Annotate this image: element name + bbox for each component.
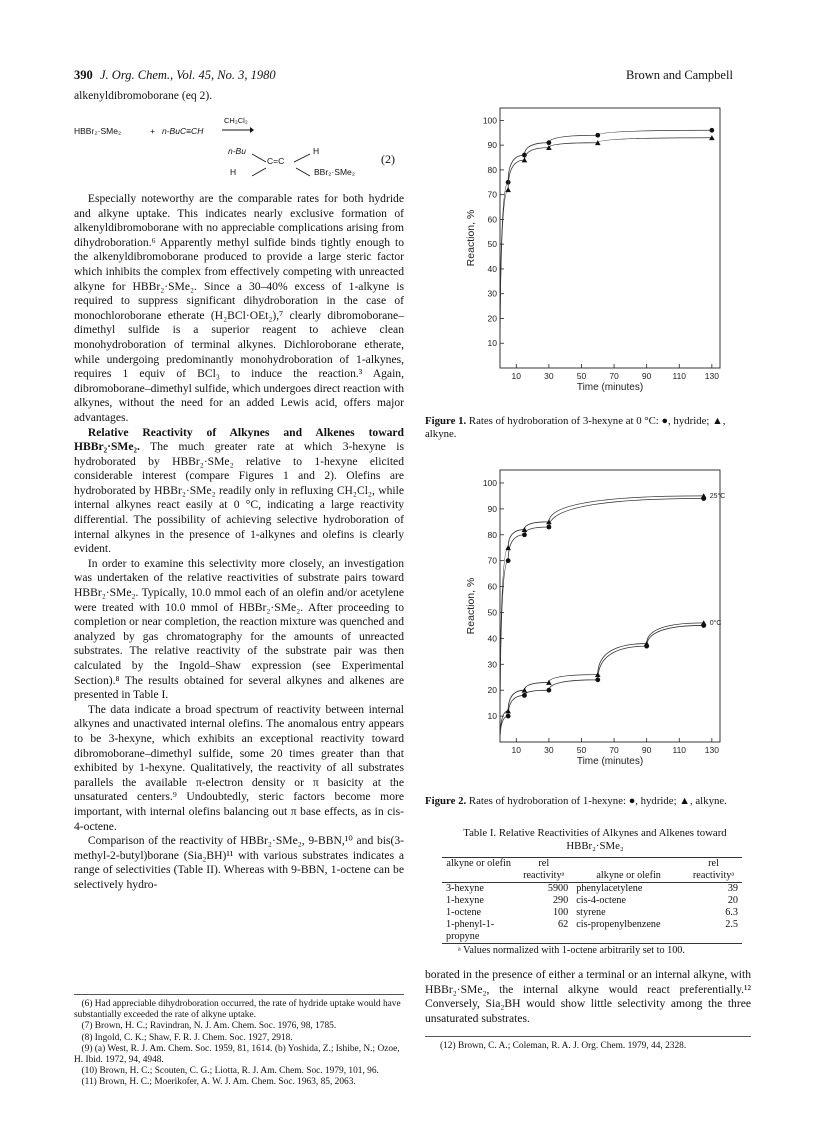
data-point-hydride xyxy=(506,714,511,719)
journal-citation: J. Org. Chem., Vol. 45, No. 3, 1980 xyxy=(100,68,276,82)
paragraph: Especially noteworthy are the comparable rates for both hydride and alkyne uptake. This indicates nearly exclusive formation of alkenyldibromoborane with no appreciable complications arising from dihydroboration.⁶ Apparently methyl sulfide binds tightly enough to the alkenyldibromoborane produced to provide a large steric factor which inhibits the complex from effectively competing with unreacted alkyne for HBBr₂·SMe₂. Since a 30–40% excess of 1-alkyne is required to suppress significant dihydroboration in the case of monochloroborane etherate (H₂BCl·OEt₂),⁷ clearly dibromoborane–dimethyl sulfide is a superior reagent to achieve clean monohydroboration of terminal alkynes. Dichloroborane etherate, while undergoing predominantly monohydroboration of 1-alkynes, requires 1 equiv of BCl₃ to induce the reaction.³ Again, dibromoborane–dimethyl sulfide, which undergoes direct reaction with alkynes, without the need for an added Lewis acid, offers major advantages. xyxy=(74,192,404,424)
data-point-hydride xyxy=(546,140,551,145)
y-tick-label: 20 xyxy=(487,685,497,696)
footnote-12: (12) Brown, C. A.; Coleman, R. A. J. Org. Chem. 1979, 44, 2328. xyxy=(440,1041,687,1051)
y-tick-label: 100 xyxy=(482,115,497,126)
x-tick-label: 110 xyxy=(672,371,687,381)
footnote: (8) Ingold, C. K.; Shaw, F. R. J. Chem. Soc. 1927, 2918. xyxy=(81,1032,293,1043)
footnotes xyxy=(74,999,404,1089)
series-line xyxy=(500,625,704,742)
x-tick-label: 90 xyxy=(641,745,652,755)
data-point-hydride xyxy=(595,133,600,138)
y-tick-label: 50 xyxy=(487,607,497,618)
footnote: (10) Brown, H. C.; Scouten, C. G.; Liotta, R. J. Am. Chem. Soc. 1979, 101, 96. xyxy=(81,1066,379,1077)
table-cell: 1-phenyl-1-propyne xyxy=(446,919,495,942)
data-point-hydride xyxy=(709,128,714,133)
series-line xyxy=(500,130,712,368)
plot-frame xyxy=(500,470,720,742)
table-cell: 5900 xyxy=(547,883,569,894)
footnote-divider xyxy=(425,1036,751,1037)
table-cell: 1-octene xyxy=(446,907,482,918)
y-tick-label: 90 xyxy=(487,140,497,151)
paragraph: In order to examine this selectivity more closely, an investigation was undertaken of the relative reactivities of substrate pairs toward HBBr₂·SMe₂. Typically, 10.0 mmol each of an olefin and/or acetylene were treated with 10.0 mmol of HBBr₂·SMe₂. After proceeding to completion or near completion, the reaction mixture was quenched and analyzed by gas chromatography for the amounts of unreacted substrates. The relative reactivity of the substrate pair was then calculated by the Ingold–Shaw expression (see Experimental Section).⁸ The results obtained for several alkynes and alkenes are presented in Table I. xyxy=(74,556,404,702)
table-cell: 62 xyxy=(558,919,569,930)
data-point-hydride xyxy=(546,688,551,693)
table-1-title: Table I. Relative Reactivities of Alkynes and Alkenes toward HBBr₂·SMe₂ xyxy=(463,827,727,852)
x-tick-label: 30 xyxy=(544,371,554,381)
table-cell: styrene xyxy=(576,907,606,918)
y-tick-label: 30 xyxy=(487,659,497,670)
table-cell: 3-hexyne xyxy=(446,883,484,894)
figure-2-caption: Figure 2. Rates of hydroboration of 1-hexyne: ●, hydride; ▲, alkyne. xyxy=(425,795,727,807)
y-tick-label: 40 xyxy=(487,263,497,274)
data-point-hydride xyxy=(522,532,527,537)
equation-solvent: CH₂Cl₂ xyxy=(224,116,248,125)
page-number: 390 xyxy=(74,68,93,82)
y-tick-label: 60 xyxy=(487,581,497,592)
intro-line: alkenyldibromoborane (eq 2). xyxy=(74,89,213,102)
equation-number: (2) xyxy=(381,152,395,166)
series-line xyxy=(500,496,704,742)
data-point-hydride xyxy=(546,525,551,530)
y-tick-label: 50 xyxy=(487,239,497,250)
annotation-label: 0°C xyxy=(709,619,722,627)
data-point-alkyne xyxy=(505,187,511,192)
paragraph: The data indicate a broad spectrum of reactivity between internal alkynes and unactivated internal olefins. The anomalous entry appears to be 3-hexyne, which exhibits an exceptional reactivity toward dibromoborane–dimethyl sulfide, some 20 times greater than that exhibited by 1-hexyne. Qualitatively, the reactivity of all substrates parallels the available π-electron density or π basicity at the unsaturated centers.⁹ Undoubtedly, steric factors become more important, with internal olefins balancing out π base effects, as in cis-4-octene. xyxy=(74,702,404,833)
y-tick-label: 90 xyxy=(487,503,497,514)
y-tick-label: 20 xyxy=(487,313,497,324)
table-cell: 20 xyxy=(727,895,738,906)
y-axis-label: Reaction, % xyxy=(465,209,477,267)
table-cell: cis-4-octene xyxy=(576,895,626,906)
y-tick-label: 100 xyxy=(482,477,497,488)
data-point-hydride xyxy=(506,558,511,563)
annotation-label: 25°C xyxy=(709,492,726,500)
x-tick-label: 70 xyxy=(609,745,619,755)
series-line xyxy=(500,138,712,368)
data-point-hydride xyxy=(595,677,600,682)
x-axis-label: Time (minutes) xyxy=(576,756,644,767)
table-row xyxy=(442,883,742,896)
y-tick-label: 80 xyxy=(487,529,497,540)
equation-reactant1: HBBr₂·SMe₂ xyxy=(74,126,122,136)
data-point-alkyne xyxy=(505,708,511,713)
table-1-footnote: ᵃ Values normalized with 1-octene arbitrarily set to 100. xyxy=(458,945,685,956)
x-tick-label: 50 xyxy=(576,745,587,755)
reaction-arrow-icon xyxy=(222,126,254,134)
y-tick-label: 30 xyxy=(487,288,497,299)
table-cell: 6.3 xyxy=(725,907,738,918)
x-tick-label: 50 xyxy=(576,371,587,381)
x-tick-label: 90 xyxy=(641,371,652,381)
equation-reactant2: n-BuC≡CH xyxy=(162,126,204,136)
y-tick-label: 60 xyxy=(487,214,497,225)
table-header-cell: alkyne or olefin xyxy=(596,870,661,881)
equation-product-boron: BBr₂·SMe₂ xyxy=(314,167,356,177)
table-1 xyxy=(442,857,742,944)
plot-frame xyxy=(500,108,720,368)
section-heading: Relative Reactivity of Alkynes and Alkenes toward HBBr₂·SMe₂. xyxy=(74,425,404,454)
left-body-text xyxy=(74,192,404,893)
paragraph: borated in the presence of either a terminal or an internal alkyne, with HBBr₂·SMe₂, the internal alkyne would react preferentially.¹² Conversely, Sia₂BH would show little selectivity among the three unsaturated substrates. xyxy=(425,968,751,1025)
data-point-hydride xyxy=(522,693,527,698)
y-tick-label: 70 xyxy=(487,555,497,566)
y-tick-label: 40 xyxy=(487,633,497,644)
table-header-cell: alkyne or olefin xyxy=(446,858,511,869)
equation-product-nbu: n-Bu xyxy=(228,146,246,156)
table-header-cell: rel reactivityᵃ xyxy=(523,858,565,881)
x-tick-label: 10 xyxy=(511,745,522,755)
x-tick-label: 110 xyxy=(672,745,687,755)
series-line xyxy=(500,498,704,742)
y-axis-label: Reaction, % xyxy=(465,577,477,635)
figure-2-chart xyxy=(440,450,730,770)
table-header-cell: rel reactivityᵃ xyxy=(692,858,735,881)
table-row xyxy=(442,895,742,907)
table-cell: phenylacetylene xyxy=(576,883,643,894)
paragraph: Comparison of the reactivity of HBBr₂·SMe₂, 9-BBN,¹⁰ and bis(3-methyl-2-butyl)borane (Sia₂BH)¹¹ with various substrates indicates a range of selectivities (Table II). Whereas with 9-BBN, 1-octene can be selectively hydro- xyxy=(74,834,404,891)
footnote: (7) Brown, H. C.; Ravindran, N. J. Am. Chem. Soc. 1976, 98, 1785. xyxy=(81,1021,337,1032)
footnote-divider xyxy=(74,994,404,995)
equation-product-h-top: H xyxy=(313,146,320,156)
table-cell: cis-propenylbenzene xyxy=(576,919,661,930)
x-tick-label: 130 xyxy=(704,745,719,755)
table-cell: 2.5 xyxy=(725,919,738,930)
running-authors: Brown and Campbell xyxy=(626,68,733,82)
table-header-row xyxy=(442,858,742,883)
footnote: (6) Had appreciable dihydroboration occurred, the rate of hydride uptake would have substantially exceeded the rate of alkyne uptake. xyxy=(74,999,401,1021)
table-cell: 1-hexyne xyxy=(446,895,484,906)
x-tick-label: 130 xyxy=(704,371,719,381)
figure-1-chart xyxy=(440,100,730,400)
figure-1-caption: Figure 1. Rates of hydroboration of 3-hexyne at 0 °C: ●, hydride; ▲, alkyne. xyxy=(425,415,726,440)
x-tick-label: 10 xyxy=(511,371,522,381)
x-tick-label: 70 xyxy=(609,371,619,381)
y-tick-label: 10 xyxy=(487,338,497,349)
table-row xyxy=(442,907,742,919)
right-body-text xyxy=(425,968,751,1026)
y-tick-label: 10 xyxy=(487,711,497,722)
footnote: (9) (a) West, R. J. Am. Chem. Soc. 1959, 81, 1614. (b) Yoshida, Z.; Ishibe, N.; Ozoe, H. Ibid. 1972, 94, 4948. xyxy=(74,1043,400,1066)
table-cell: 39 xyxy=(727,883,738,894)
equation-plus: + xyxy=(150,126,155,136)
x-axis-label: Time (minutes) xyxy=(576,382,644,393)
x-tick-label: 30 xyxy=(544,745,554,755)
y-tick-label: 70 xyxy=(487,189,497,200)
paragraph: Relative Reactivity of Alkynes and Alkenes toward HBBr₂·SMe₂. The much greater rate at which 3-hexyne is hydroborated by HBBr₂·SMe₂ relative to 1-hexyne elicited considerable interest (compare Figures 1 and 2). Olefins are hydroborated by HBBr₂·SMe₂ readily only in refluxing CH₂Cl₂, while internal alkynes react easily at 0 °C, indicating a large reactivity differential. The possibility of achieving selective hydroboration of internal alkynes in the presence of 1-alkynes and olefins is clearly evident. xyxy=(74,425,404,556)
equation-product-h-left: H xyxy=(230,167,237,177)
table-cell: 100 xyxy=(552,907,569,918)
table-row xyxy=(442,919,742,944)
table-cell: 290 xyxy=(552,895,569,906)
series-line xyxy=(500,623,704,742)
y-tick-label: 80 xyxy=(487,164,497,175)
footnote: (11) Brown, H. C.; Moerikofer, A. W. J. Am. Chem. Soc. 1963, 85, 2063. xyxy=(81,1077,356,1088)
equation-product-cc: C=C xyxy=(267,156,285,166)
